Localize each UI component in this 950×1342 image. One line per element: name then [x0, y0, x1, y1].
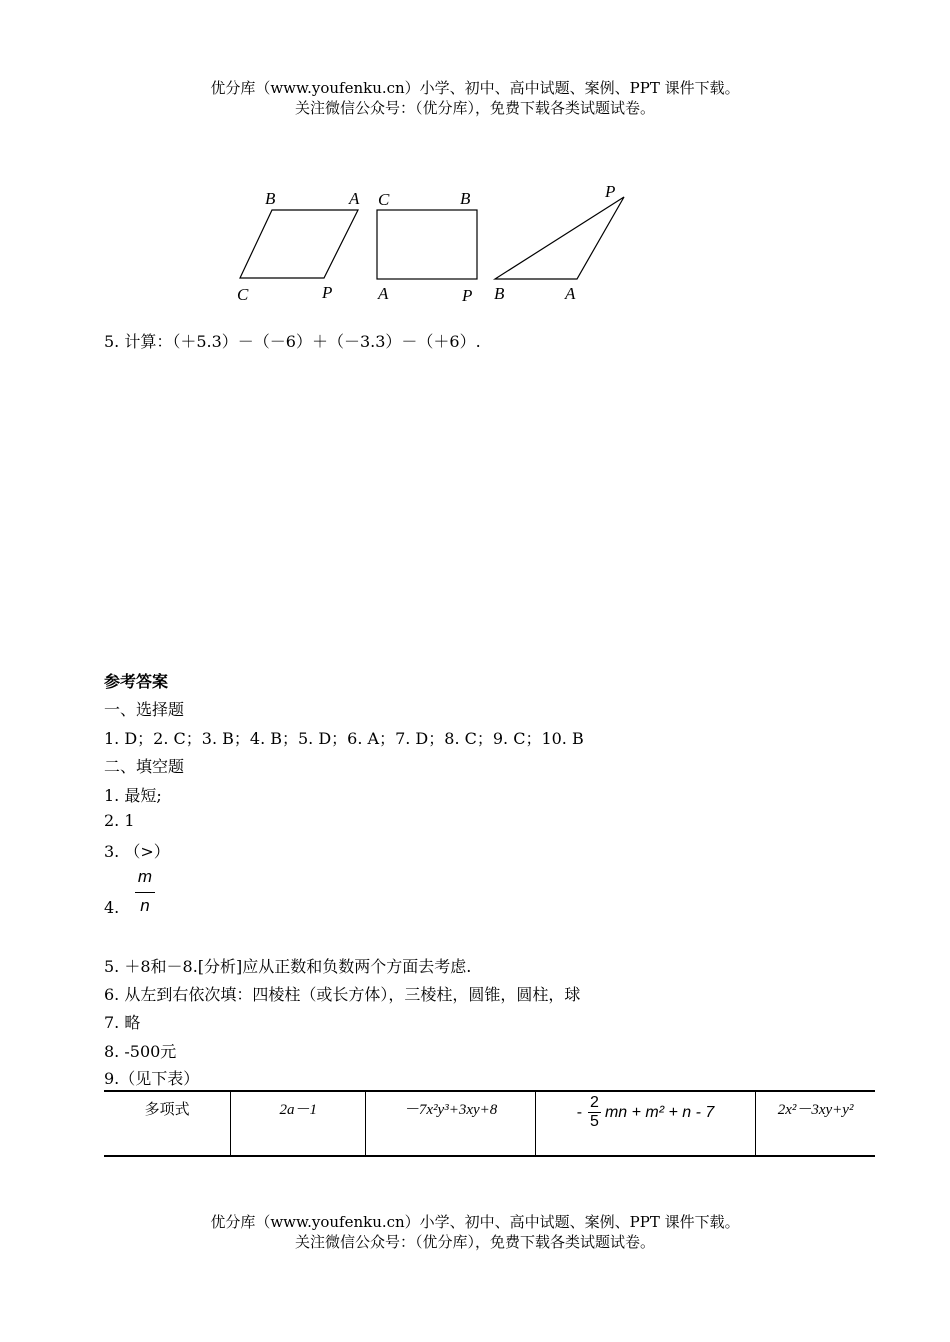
- label-rectangle-p: P: [462, 286, 473, 305]
- question-5: 5. 计算：（＋5.3）－（－6）＋（－3.3）－（＋6）.: [104, 332, 481, 351]
- fill-answer-1: 1. 最短;: [104, 786, 162, 805]
- fraction-bar: [135, 892, 155, 893]
- label-rectangle-a: A: [378, 284, 389, 303]
- triangle: [495, 197, 624, 279]
- label-rectangle-b: B: [460, 189, 471, 208]
- table-row: [104, 1091, 875, 1156]
- answers-title: 参考答案: [104, 672, 169, 691]
- fill-answer-4-number: 4.: [104, 898, 120, 917]
- cell3-denominator: 5: [590, 1113, 599, 1130]
- label-triangle-a: A: [565, 284, 576, 303]
- fill-answer-2: 2. 1: [104, 811, 135, 830]
- rectangle: [377, 210, 477, 279]
- section-choice: 一、选择题: [104, 700, 185, 719]
- header-line-1: 优分库（www.youfenku.cn）小学、初中、高中试题、案例、PPT 课件下载。: [210, 79, 740, 97]
- label-parallelogram-a: A: [349, 189, 360, 208]
- parallelogram: [240, 210, 358, 278]
- fill-answer-7: 7. 略: [104, 1013, 141, 1032]
- footer-line-1: 优分库（www.youfenku.cn）小学、初中、高中试题、案例、PPT 课件下载。: [210, 1213, 740, 1231]
- fill-answer-6: 6. 从左到右依次填：四棱柱（或长方体），三棱柱，圆锥，圆柱，球: [104, 985, 581, 1004]
- fraction-numerator: m: [137, 867, 153, 886]
- fill-answer-8: 8. -500元: [104, 1042, 177, 1061]
- table-cell-2: －7x²y³+3xy+8: [366, 1091, 536, 1156]
- fill-answer-9: 9.（见下表）: [104, 1069, 200, 1088]
- label-triangle-b: B: [494, 284, 505, 303]
- cell3-rest: mn + m² + n - 7: [604, 1103, 715, 1121]
- geometry-figure: [0, 0, 950, 320]
- label-triangle-p: P: [605, 182, 616, 201]
- footer-line-2: 关注微信公众号：（优分库），免费下载各类试题试卷。: [294, 1233, 655, 1251]
- header-line-2: 关注微信公众号：（优分库），免费下载各类试题试卷。: [294, 99, 655, 117]
- fill-answer-3: 3. （>）: [104, 842, 170, 861]
- fraction-denominator: n: [140, 896, 150, 915]
- label-parallelogram-b: B: [265, 189, 276, 208]
- label-parallelogram-p: P: [322, 283, 333, 302]
- table-cell-header: 多项式: [104, 1091, 231, 1156]
- cell3-numerator: 2: [590, 1094, 599, 1111]
- section-fill: 二、填空题: [104, 757, 185, 776]
- cell3-sign: -: [576, 1103, 583, 1121]
- polynomial-table: [104, 1090, 875, 1157]
- fill-answer-5: 5. ＋8和－8.[分析]应从正数和负数两个方面去考虑.: [104, 957, 472, 976]
- table-cell-3: [535, 1091, 755, 1156]
- table-cell-4: 2x²－3xy+y²: [756, 1091, 875, 1156]
- table-cell-1: 2a－1: [231, 1091, 366, 1156]
- label-rectangle-c: C: [378, 190, 390, 209]
- choice-answers: 1. D；2. C；3. B；4. B；5. D；6. A；7. D；8. C；9. C；10. B: [104, 729, 584, 748]
- label-parallelogram-c: C: [237, 285, 249, 304]
